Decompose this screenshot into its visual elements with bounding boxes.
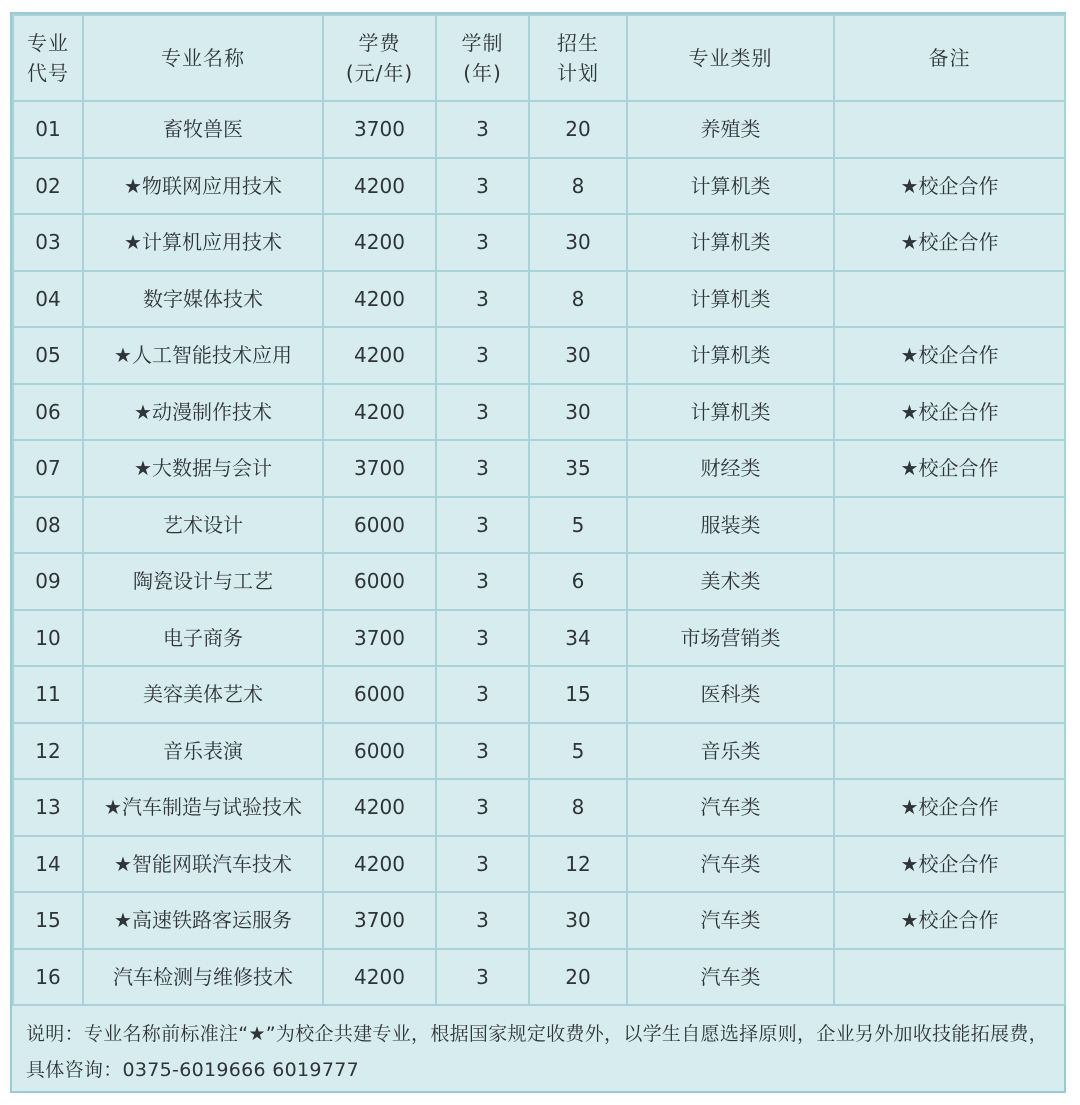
cell-name: ★计算机应用技术 <box>83 214 323 271</box>
cell-remark <box>834 666 1065 723</box>
cell-remark <box>834 271 1065 328</box>
table-row <box>13 101 1065 158</box>
cell-tuition: 3700 <box>323 610 436 667</box>
cell-code: 14 <box>13 836 83 893</box>
cell-plan: 30 <box>529 327 627 384</box>
cell-years: 3 <box>436 497 529 554</box>
cell-code: 07 <box>13 440 83 497</box>
cell-years: 3 <box>436 271 529 328</box>
header-plan-line2: 计划 <box>557 61 599 85</box>
table-row <box>13 158 1065 215</box>
cell-remark: ★校企合作 <box>834 836 1065 893</box>
cell-remark <box>834 610 1065 667</box>
cell-tuition: 4200 <box>323 779 436 836</box>
cell-category: 财经类 <box>627 440 834 497</box>
cell-remark <box>834 723 1065 780</box>
header-plan-line1: 招生 <box>557 31 599 55</box>
cell-remark <box>834 553 1065 610</box>
cell-category: 音乐类 <box>627 723 834 780</box>
table-row <box>13 327 1065 384</box>
cell-plan: 20 <box>529 101 627 158</box>
cell-years: 3 <box>436 440 529 497</box>
cell-category: 市场营销类 <box>627 610 834 667</box>
enrollment-table-sheet <box>10 12 1066 1093</box>
footnote-text: 说明：专业名称前标准注“★”为校企共建专业，根据国家规定收费外，以学生自愿选择原则，企业另外加收技能拓展费，具体咨询：0375-6019666 6019777 <box>26 1023 1048 1081</box>
cell-tuition: 3700 <box>323 101 436 158</box>
table-row <box>13 271 1065 328</box>
cell-name: 畜牧兽医 <box>83 101 323 158</box>
table-row <box>13 723 1065 780</box>
table-row <box>13 779 1065 836</box>
cell-code: 12 <box>13 723 83 780</box>
cell-remark: ★校企合作 <box>834 384 1065 441</box>
cell-category: 计算机类 <box>627 384 834 441</box>
cell-tuition: 4200 <box>323 271 436 328</box>
cell-name: 艺术设计 <box>83 497 323 554</box>
cell-name: 数字媒体技术 <box>83 271 323 328</box>
cell-name: 陶瓷设计与工艺 <box>83 553 323 610</box>
table-row <box>13 949 1065 1006</box>
cell-years: 3 <box>436 384 529 441</box>
cell-years: 3 <box>436 158 529 215</box>
cell-name: ★动漫制作技术 <box>83 384 323 441</box>
cell-years: 3 <box>436 836 529 893</box>
table-row <box>13 610 1065 667</box>
header-remark: 备注 <box>834 15 1065 101</box>
cell-name: ★智能网联汽车技术 <box>83 836 323 893</box>
cell-plan: 5 <box>529 497 627 554</box>
cell-remark <box>834 949 1065 1006</box>
cell-years: 3 <box>436 779 529 836</box>
table-row <box>13 892 1065 949</box>
cell-tuition: 6000 <box>323 497 436 554</box>
cell-category: 计算机类 <box>627 214 834 271</box>
table-row <box>13 440 1065 497</box>
cell-code: 01 <box>13 101 83 158</box>
header-code <box>13 15 83 101</box>
cell-code: 15 <box>13 892 83 949</box>
cell-name: ★高速铁路客运服务 <box>83 892 323 949</box>
cell-name: ★大数据与会计 <box>83 440 323 497</box>
cell-plan: 5 <box>529 723 627 780</box>
header-category: 专业类别 <box>627 15 834 101</box>
cell-code: 11 <box>13 666 83 723</box>
cell-remark: ★校企合作 <box>834 440 1065 497</box>
cell-name: ★人工智能技术应用 <box>83 327 323 384</box>
cell-plan: 30 <box>529 214 627 271</box>
cell-category: 养殖类 <box>627 101 834 158</box>
cell-plan: 30 <box>529 892 627 949</box>
table-row <box>13 214 1065 271</box>
cell-years: 3 <box>436 892 529 949</box>
cell-remark: ★校企合作 <box>834 779 1065 836</box>
cell-tuition: 6000 <box>323 723 436 780</box>
table-row <box>13 497 1065 554</box>
cell-category: 计算机类 <box>627 271 834 328</box>
cell-plan: 6 <box>529 553 627 610</box>
cell-category: 汽车类 <box>627 779 834 836</box>
header-tuition <box>323 15 436 101</box>
cell-tuition: 3700 <box>323 440 436 497</box>
cell-tuition: 4200 <box>323 158 436 215</box>
cell-remark: ★校企合作 <box>834 892 1065 949</box>
cell-remark: ★校企合作 <box>834 327 1065 384</box>
cell-tuition: 6000 <box>323 553 436 610</box>
cell-tuition: 6000 <box>323 666 436 723</box>
header-code-line2: 代号 <box>27 61 69 85</box>
cell-remark: ★校企合作 <box>834 158 1065 215</box>
cell-name: 电子商务 <box>83 610 323 667</box>
cell-code: 08 <box>13 497 83 554</box>
cell-plan: 12 <box>529 836 627 893</box>
majors-table <box>12 14 1066 1006</box>
cell-tuition: 4200 <box>323 214 436 271</box>
cell-category: 汽车类 <box>627 892 834 949</box>
header-tuition-line1: 学费 <box>358 31 401 55</box>
cell-plan: 8 <box>529 271 627 328</box>
cell-years: 3 <box>436 610 529 667</box>
header-years <box>436 15 529 101</box>
cell-years: 3 <box>436 553 529 610</box>
table-row <box>13 384 1065 441</box>
cell-category: 汽车类 <box>627 949 834 1006</box>
cell-plan: 8 <box>529 158 627 215</box>
cell-name: ★汽车制造与试验技术 <box>83 779 323 836</box>
cell-years: 3 <box>436 214 529 271</box>
cell-name: 美容美体艺术 <box>83 666 323 723</box>
cell-name: 汽车检测与维修技术 <box>83 949 323 1006</box>
cell-tuition: 3700 <box>323 892 436 949</box>
cell-code: 03 <box>13 214 83 271</box>
cell-category: 美术类 <box>627 553 834 610</box>
table-row <box>13 553 1065 610</box>
cell-code: 02 <box>13 158 83 215</box>
cell-remark <box>834 497 1065 554</box>
table-row <box>13 666 1065 723</box>
header-name: 专业名称 <box>83 15 323 101</box>
header-code-line1: 专业 <box>27 31 69 55</box>
cell-plan: 15 <box>529 666 627 723</box>
cell-code: 05 <box>13 327 83 384</box>
cell-name: ★物联网应用技术 <box>83 158 323 215</box>
table-row <box>13 836 1065 893</box>
cell-code: 04 <box>13 271 83 328</box>
cell-category: 医科类 <box>627 666 834 723</box>
cell-remark <box>834 101 1065 158</box>
cell-tuition: 4200 <box>323 327 436 384</box>
cell-code: 10 <box>13 610 83 667</box>
cell-category: 计算机类 <box>627 327 834 384</box>
header-tuition-line2: (元/年) <box>345 61 414 85</box>
table-header-row <box>13 15 1065 101</box>
header-years-line1: 学制 <box>461 31 504 55</box>
cell-years: 3 <box>436 101 529 158</box>
header-years-line2: (年) <box>463 61 502 85</box>
cell-name: 音乐表演 <box>83 723 323 780</box>
cell-code: 13 <box>13 779 83 836</box>
cell-plan: 30 <box>529 384 627 441</box>
cell-years: 3 <box>436 723 529 780</box>
cell-years: 3 <box>436 666 529 723</box>
cell-code: 16 <box>13 949 83 1006</box>
cell-category: 汽车类 <box>627 836 834 893</box>
cell-plan: 8 <box>529 779 627 836</box>
cell-plan: 35 <box>529 440 627 497</box>
cell-years: 3 <box>436 949 529 1006</box>
cell-code: 06 <box>13 384 83 441</box>
cell-tuition: 4200 <box>323 384 436 441</box>
cell-tuition: 4200 <box>323 836 436 893</box>
header-plan <box>529 15 627 101</box>
cell-tuition: 4200 <box>323 949 436 1006</box>
cell-code: 09 <box>13 553 83 610</box>
cell-years: 3 <box>436 327 529 384</box>
cell-category: 服装类 <box>627 497 834 554</box>
cell-plan: 20 <box>529 949 627 1006</box>
cell-category: 计算机类 <box>627 158 834 215</box>
cell-plan: 34 <box>529 610 627 667</box>
cell-remark: ★校企合作 <box>834 214 1065 271</box>
